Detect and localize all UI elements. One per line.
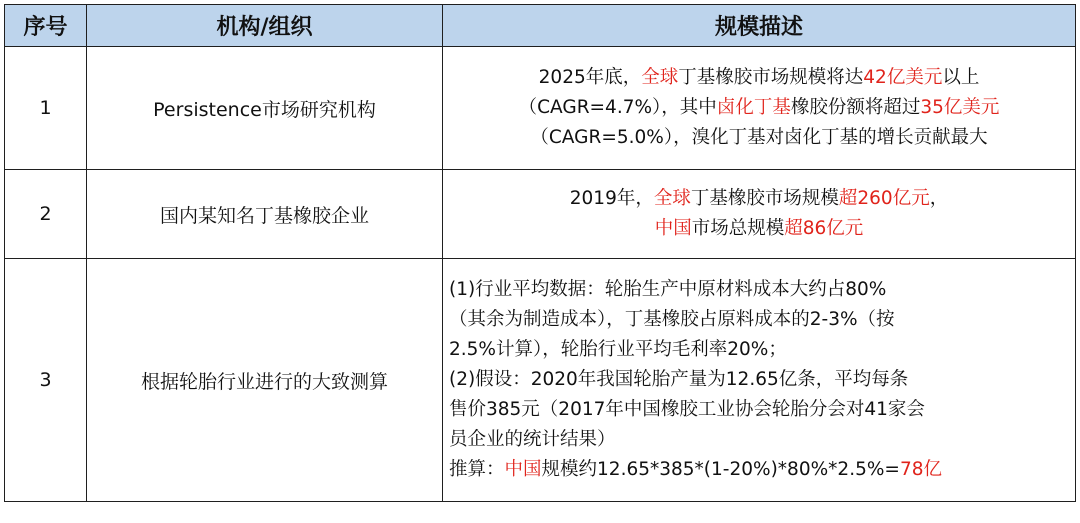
desc-line (449, 305, 1075, 335)
scale-table (4, 4, 1076, 502)
desc-text: （CAGR=4.7%），其中 (518, 97, 717, 118)
desc-text: 市场总规模 (691, 218, 785, 239)
desc-line (449, 395, 1075, 425)
desc-line (443, 63, 1075, 93)
highlight-text: 超86亿元 (784, 218, 864, 239)
desc-line (443, 184, 1075, 214)
highlight-text: 超260亿元 (838, 188, 930, 209)
highlight-text: 中国 (654, 218, 692, 239)
desc-line (449, 365, 1075, 395)
desc-text: 员企业的统计结果） (449, 429, 616, 450)
desc-text: 规模约12.65*385*(1-20%)*80%*2.5%= (541, 459, 900, 480)
row-org: Persistence市场研究机构 (87, 47, 443, 170)
desc-text: 2025年底， (538, 67, 642, 88)
highlight-text: 卤化丁基 (716, 97, 791, 118)
desc-text: (2)假设：2020年我国轮胎产量为12.65亿条，平均每条 (449, 369, 909, 390)
desc-text: （其余为制造成本），丁基橡胶占原料成本的2-3%（按 (449, 309, 895, 330)
highlight-text: 全球 (641, 67, 679, 88)
highlight-text: 全球 (653, 188, 691, 209)
desc-line (449, 425, 1075, 455)
desc-text: 以上 (942, 67, 980, 88)
desc-line (443, 214, 1075, 244)
header-index: 序号 (5, 5, 87, 47)
highlight-text: 中国 (504, 459, 542, 480)
desc-line (443, 123, 1075, 153)
highlight-text: 42亿美元 (863, 67, 943, 88)
desc-text: 丁基橡胶市场规模将达 (678, 67, 864, 88)
highlight-text: 78亿 (899, 459, 942, 480)
desc-text: (1)行业平均数据：轮胎生产中原材料成本大约占80% (449, 279, 887, 300)
desc-text: 丁基橡胶市场规模 (690, 188, 839, 209)
row-desc (443, 47, 1076, 170)
desc-line (443, 93, 1075, 123)
table-row (5, 170, 1076, 259)
row-org: 国内某知名丁基橡胶企业 (87, 170, 443, 259)
desc-text: （CAGR=5.0%），溴化丁基对卤化丁基的增长贡献最大 (530, 127, 988, 148)
highlight-text: 35亿美元 (920, 97, 1000, 118)
desc-line (449, 455, 1075, 485)
desc-text: 橡胶份额将超过 (790, 97, 921, 118)
desc-text: 2.5%计算），轮胎行业平均毛利率20%； (449, 339, 787, 360)
desc-line (449, 335, 1075, 365)
table-row (5, 47, 1076, 170)
row-desc (443, 170, 1076, 259)
row-desc (443, 259, 1076, 502)
table-row (5, 259, 1076, 502)
header-row (5, 5, 1076, 47)
row-org: 根据轮胎行业进行的大致测算 (87, 259, 443, 502)
desc-line (449, 275, 1075, 305)
row-index: 3 (5, 259, 87, 502)
desc-text: 推算： (449, 459, 505, 480)
desc-text: 售价385元（2017年中国橡胶工业协会轮胎分会对41家会 (449, 399, 925, 420)
desc-text: 2019年， (569, 188, 654, 209)
row-index: 1 (5, 47, 87, 170)
desc-text: ， (929, 188, 949, 209)
header-org: 机构/组织 (87, 5, 443, 47)
header-desc: 规模描述 (443, 5, 1076, 47)
row-index: 2 (5, 170, 87, 259)
